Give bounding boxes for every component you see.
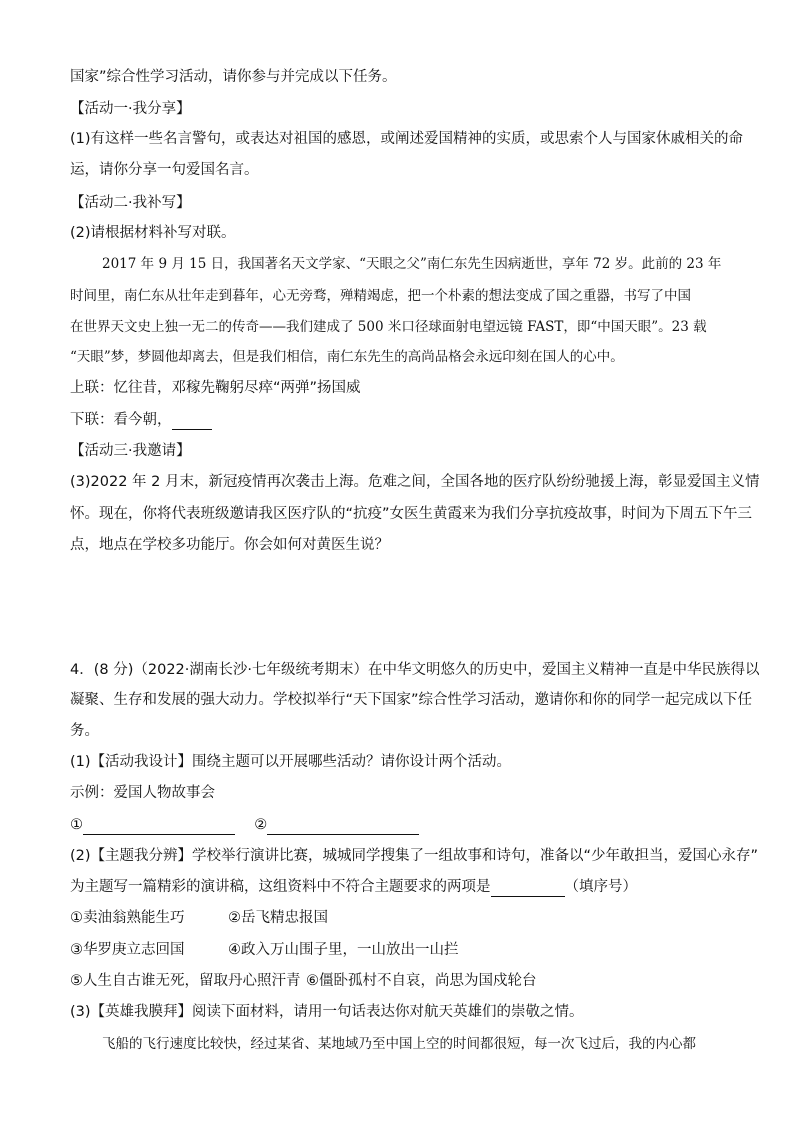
- couplet-lower-label: 下联：看今朝，: [70, 412, 172, 428]
- sub-question-3: (3)【英雄我膜拜】阅读下面材料，请用一句话表达你对航天英雄们的崇敬之情。: [70, 1004, 584, 1020]
- question-4-line-1: 4．(8 分)（2022·湖南长沙·七年级统考期末）在中华文明悠久的历史中，爱国主义精神一直是中华民族得以: [70, 662, 760, 678]
- option-4: ④政入万山围子里，一山放出一山拦: [228, 942, 459, 958]
- question-2-prompt: (2)请根据材料补写对联。: [70, 225, 236, 241]
- option-6: ⑥僵卧孤村不自哀，尚思为国戍轮台: [306, 973, 537, 989]
- sub-question-2-text: 为主题写一篇精彩的演讲稿，这组资料中不符合主题要求的两项是: [70, 879, 491, 895]
- answer-blank[interactable]: [491, 881, 565, 897]
- question-1-line-1: (1)有这样一些名言警句，或表达对祖国的感恩，或阐述爱国精神的实质，或思索个人与国家休戚相关的命: [70, 131, 744, 147]
- question-4-line-3: 务。: [70, 723, 99, 739]
- option-5: ⑤人生自古谁无死，留取丹心照汗青: [70, 973, 301, 989]
- activity-blank-1[interactable]: [83, 819, 235, 835]
- question-3-line-1: (3)2022 年 2 月末，新冠疫情再次袭击上海。危难之间，全国各地的医疗队纷纷驰援上海，彰显爱国主义情: [70, 474, 760, 490]
- couplet-lower: [70, 410, 730, 430]
- couplet-upper: 上联：忆往昔，邓稼先鞠躬尽瘁“两弹”扬国威: [70, 380, 361, 396]
- question-3-line-2: 怀。现在，你将代表班级邀请我区医疗队的“抗疫”女医生黄霞来为我们分享抗疫故事，时间为下周五下午三: [70, 506, 753, 522]
- blank-label-2: ②: [254, 817, 268, 833]
- example-line: 示例：爱国人物故事会: [70, 785, 215, 801]
- sub-question-1: (1)【活动我设计】围绕主题可以开展哪些活动？请你设计两个活动。: [70, 754, 512, 770]
- material-line-4: “天眼”梦，梦圆他却离去，但是我们相信，南仁东先生的高尚品格会永远印刻在国人的心中。: [70, 349, 624, 365]
- option-3: ③华罗庚立志回国: [70, 942, 185, 958]
- material-line-3: 在世界天文史上独一无二的传奇——我们建成了 500 米口径球面射电望远镜 FAST，即“中国天眼”。23 载: [70, 319, 707, 335]
- activity-two-heading: 【活动二·我补写】: [70, 195, 191, 211]
- activity-blanks-line: [70, 815, 730, 835]
- passage-line-1: 飞船的飞行速度比较快，经过某省、某地域乃至中国上空的时间都很短，每一次飞过后，我的内心都: [102, 1036, 696, 1052]
- question-1-line-2: 运，请你分享一句爱国名言。: [70, 162, 259, 178]
- activity-one-heading: 【活动一·我分享】: [70, 101, 191, 117]
- material-line-1: 2017 年 9 月 15 日，我国著名天文学家、“天眼之父”南仁东先生因病逝世，享年 72 岁。此前的 23 年: [102, 256, 722, 272]
- question-3-line-3: 点，地点在学校多功能厅。你会如何对黄医生说？: [70, 537, 389, 553]
- option-1: ①卖油翁熟能生巧: [70, 910, 185, 926]
- fill-in-hint: （填序号）: [564, 879, 637, 895]
- sub-question-2-line-2: [70, 877, 730, 897]
- material-line-2: 时间里，南仁东从壮年走到暮年，心无旁骛，殚精竭虑，把一个朴素的想法变成了国之重器，书写了中国: [70, 288, 691, 304]
- option-2: ②岳飞精忠报国: [228, 910, 328, 926]
- intro-line: 国家”综合性学习活动，请你参与并完成以下任务。: [70, 69, 397, 85]
- blank-label-1: ①: [70, 817, 83, 833]
- question-4-line-2: 凝聚、生存和发展的强大动力。学校拟举行“天下国家”综合性学习活动，邀请你和你的同学一起完成以下任: [70, 692, 753, 708]
- couplet-answer-blank[interactable]: [172, 414, 212, 430]
- activity-blank-2[interactable]: [267, 819, 419, 835]
- activity-three-heading: 【活动三·我邀请】: [70, 443, 191, 459]
- sub-question-2-line-1: (2)【主题我分辨】学校举行演讲比赛，城城同学搜集了一组故事和诗句，准备以“少年敢担当，爱国心永存”: [70, 848, 759, 864]
